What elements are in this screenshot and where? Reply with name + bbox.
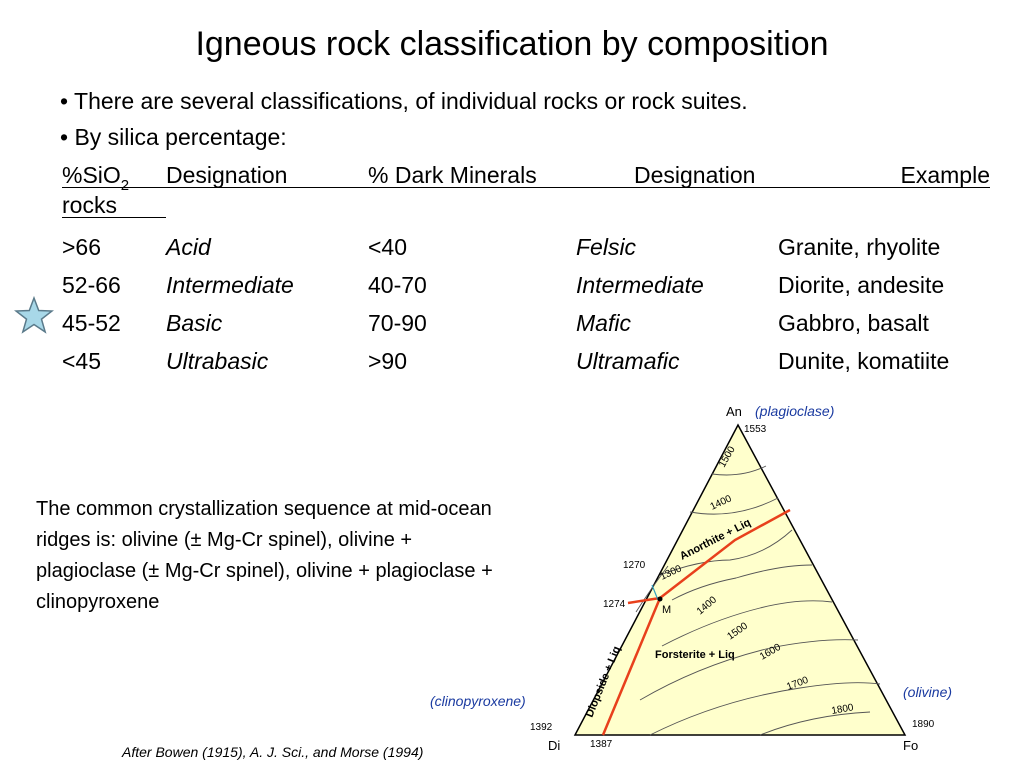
cell-dark: <40 [368,234,408,260]
field-anorthite: Anorthite + Liq [677,516,753,563]
cell-examples: Granite, rhyolite [778,234,941,260]
isotherm-label: 1400 [708,493,734,513]
cell-dark: 70-90 [368,310,427,336]
label-clinopyroxene: (clinopyroxene) [430,693,526,709]
label-plagioclase: (plagioclase) [755,403,835,419]
isotherm-label: 1500 [725,620,750,643]
cell-designation: Intermediate [166,272,294,298]
point-m-marker [658,597,663,602]
cell-sio2: <45 [62,348,102,374]
header-designation: Designation [166,162,288,188]
cell-sio2: 52-66 [62,272,121,298]
isotherm-label: 1600 [758,641,783,663]
cell-designation-2: Felsic [576,234,637,260]
silica-table [62,232,992,384]
ternary-phase-diagram [420,396,1010,756]
header-sio2-subscript: 2 [120,177,130,194]
temp-1387: 1387 [590,739,613,750]
crystallization-paragraph: The common crystallization sequence at mid-ocean ridges is: olivine (± Mg-Cr spinel), olivine + plagioclase (± Mg-Cr spinel), olivine + plagioclase + clinopyroxene [36,498,493,613]
bullet-silica: • By silica percentage: [60,124,287,150]
table-row [62,308,992,346]
cell-examples: Diorite, andesite [778,272,945,298]
table-row [62,270,992,308]
cell-dark: >90 [368,348,408,374]
cell-sio2: 45-52 [62,310,121,336]
label-olivine: (olivine) [903,684,953,700]
isotherm-label: 1400 [694,594,719,618]
table-row [62,346,992,384]
bullet-classifications: • There are several classifications, of individual rocks or rock suites. [60,88,748,114]
apex-an: An [726,404,742,419]
temp-1270: 1270 [623,560,646,571]
apex-di: Di [548,738,561,753]
temp-1274: 1274 [603,599,626,610]
table-header [62,160,990,220]
header-sio2: %SiO$_2$ [62,162,130,194]
isotherm-label: 1800 [830,702,855,717]
field-diopside: Diopside + Liq [583,644,624,720]
slide-title: Igneous rock classification by composition [195,25,829,63]
apex-fo: Fo [903,738,919,753]
header-designation-2: Designation [634,162,756,188]
isotherm-label: 1700 [785,674,810,693]
cell-examples: Dunite, komatiite [778,348,950,374]
header-rocks: rocks [62,192,117,218]
point-m-label: M [662,604,672,616]
ternary-triangle [575,425,905,735]
cell-designation: Basic [166,310,223,336]
citation: After Bowen (1915), A. J. Sci., and Morse (1994) [122,744,424,760]
star-icon [14,296,54,336]
cell-sio2: >66 [62,234,102,260]
cell-designation: Acid [166,234,211,260]
cell-designation: Ultrabasic [166,348,269,374]
cell-dark: 40-70 [368,272,427,298]
header-dark-minerals: % Dark Minerals [368,162,537,188]
temp-1553: 1553 [744,424,767,435]
table-row [62,232,992,270]
isotherm-label: 1500 [717,444,738,470]
cell-examples: Gabbro, basalt [778,310,929,336]
cell-designation-2: Intermediate [576,272,704,298]
field-forsterite: Forsterite + Liq [655,649,735,661]
temp-1890: 1890 [912,719,935,730]
isotherm-label: 1300 [658,563,684,583]
cell-designation-2: Mafic [576,310,631,336]
temp-1392: 1392 [530,722,553,733]
cell-designation-2: Ultramafic [576,348,680,374]
header-example: Example [900,162,990,188]
